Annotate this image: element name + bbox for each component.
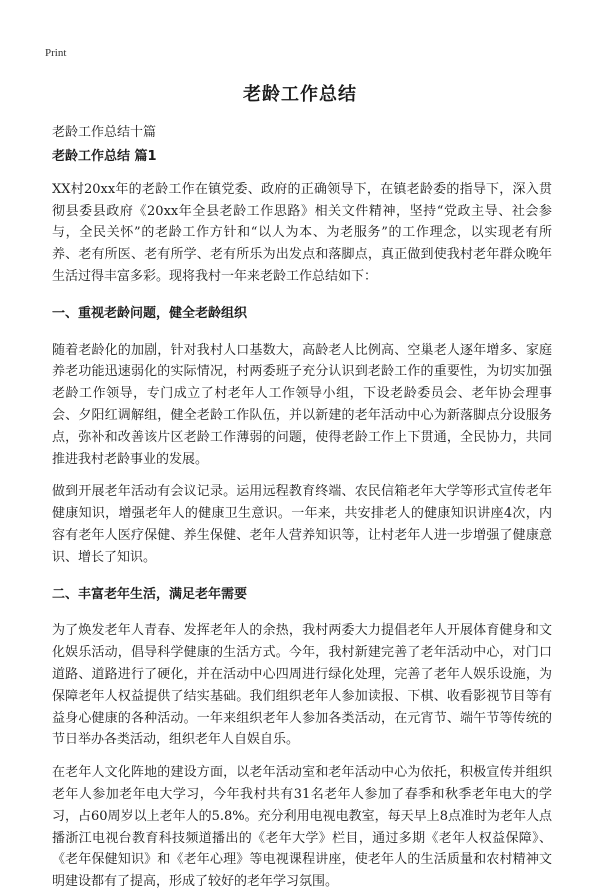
section-1-title: 一、重视老龄问题，健全老龄组织: [52, 305, 248, 321]
section-2-paragraph-2: 在老年人文化阵地的建设方面，以老年活动室和老年活动中心为依托，积极宣传并组织老年人参加老年电大学习，今年我村共有31名老年人参加了春季和秋季老年电大的学习，占60周岁以上老年人的5.8%。充分利用电视电教室，每天早上8点准时为老年人点播浙江电视台教育科技频道播出的《老年大学》栏目，通过多期《老年人权益保障》、《老年保健知识》和《老年心理》等电视课程讲座，使老年人的生活质量和农村精神文明建设都有了提高，形成了较好的老年学习氛围。: [52, 765, 552, 890]
article-body: [52, 146, 552, 893]
section-1-paragraph-2: 做到开展老年活动有会议记录。运用远程教育终端、农民信箱老年大学等形式宣传老年健康知识，增强老年人的健康卫生意识。一年来，共安排老人的健康知识讲座4次，内容有老年人医疗保健、养生保健、老年人营养知识等，让村老年人进一步增强了健康意识、增长了知识。: [52, 484, 552, 565]
intro-paragraph: XX村20xx年的老龄工作在镇党委、政府的正确领导下，在镇老龄委的指导下，深入贯彻县委县政府《20xx年全县老龄工作思路》相关文件精神，坚持“党政主导、社会参与，全民关怀”的老龄工作方针和“以人为本、为老服务”的工作理念，以实现老有所养、老有所医、老有所学、老有所乐为出发点和落脚点，真正做到使我村老年群众晚年生活过得丰富多彩。现将我村一年来老龄工作总结如下：: [52, 181, 552, 284]
print-link[interactable]: Print: [45, 47, 67, 59]
article-heading: 老龄工作总结 篇1: [52, 149, 157, 164]
section-1-paragraph-1: 随着老龄化的加剧，针对我村人口基数大，高龄老人比例高、空巢老人逐年增多、家庭养老功能迅速弱化的实际情况，村两委班子充分认识到老龄工作的重要性，为切实加强老龄工作领导，专门成立了村老年人工作领导小组，下设老龄委员会、老年协会理事会、夕阳红调解组，健全老龄工作队伍，并以新建的老年活动中心为新落脚点分设服务点，弥补和改善该片区老龄工作薄弱的问题，使得老龄工作上下贯通，全民协力，共同推进我村老龄事业的发展。: [52, 342, 552, 467]
section-2-paragraph-1: 为了焕发老年人青春、发挥老年人的余热，我村两委大力提倡老年人开展体育健身和文化娱乐活动，倡导科学健康的生活方式。今年，我村新建完善了老年活动中心，对门口道路、道路进行了硬化，并在活动中心四周进行绿化处理，完善了老年人娱乐设施，为保障老年人权益提供了结实基础。我们组织老年人参加读报、下棋、收看影视节目等有益身心健康的各种活动。一年来组织老年人参加各类活动，在元宵节、端午节等传统的节日举办各类活动，组织老年人自娱自乐。: [52, 623, 552, 748]
section-2-title: 二、丰富老年生活，满足老年需要: [52, 586, 248, 602]
page-title: 老龄工作总结: [243, 84, 357, 105]
document-subtitle: 老龄工作总结十篇: [52, 125, 157, 140]
